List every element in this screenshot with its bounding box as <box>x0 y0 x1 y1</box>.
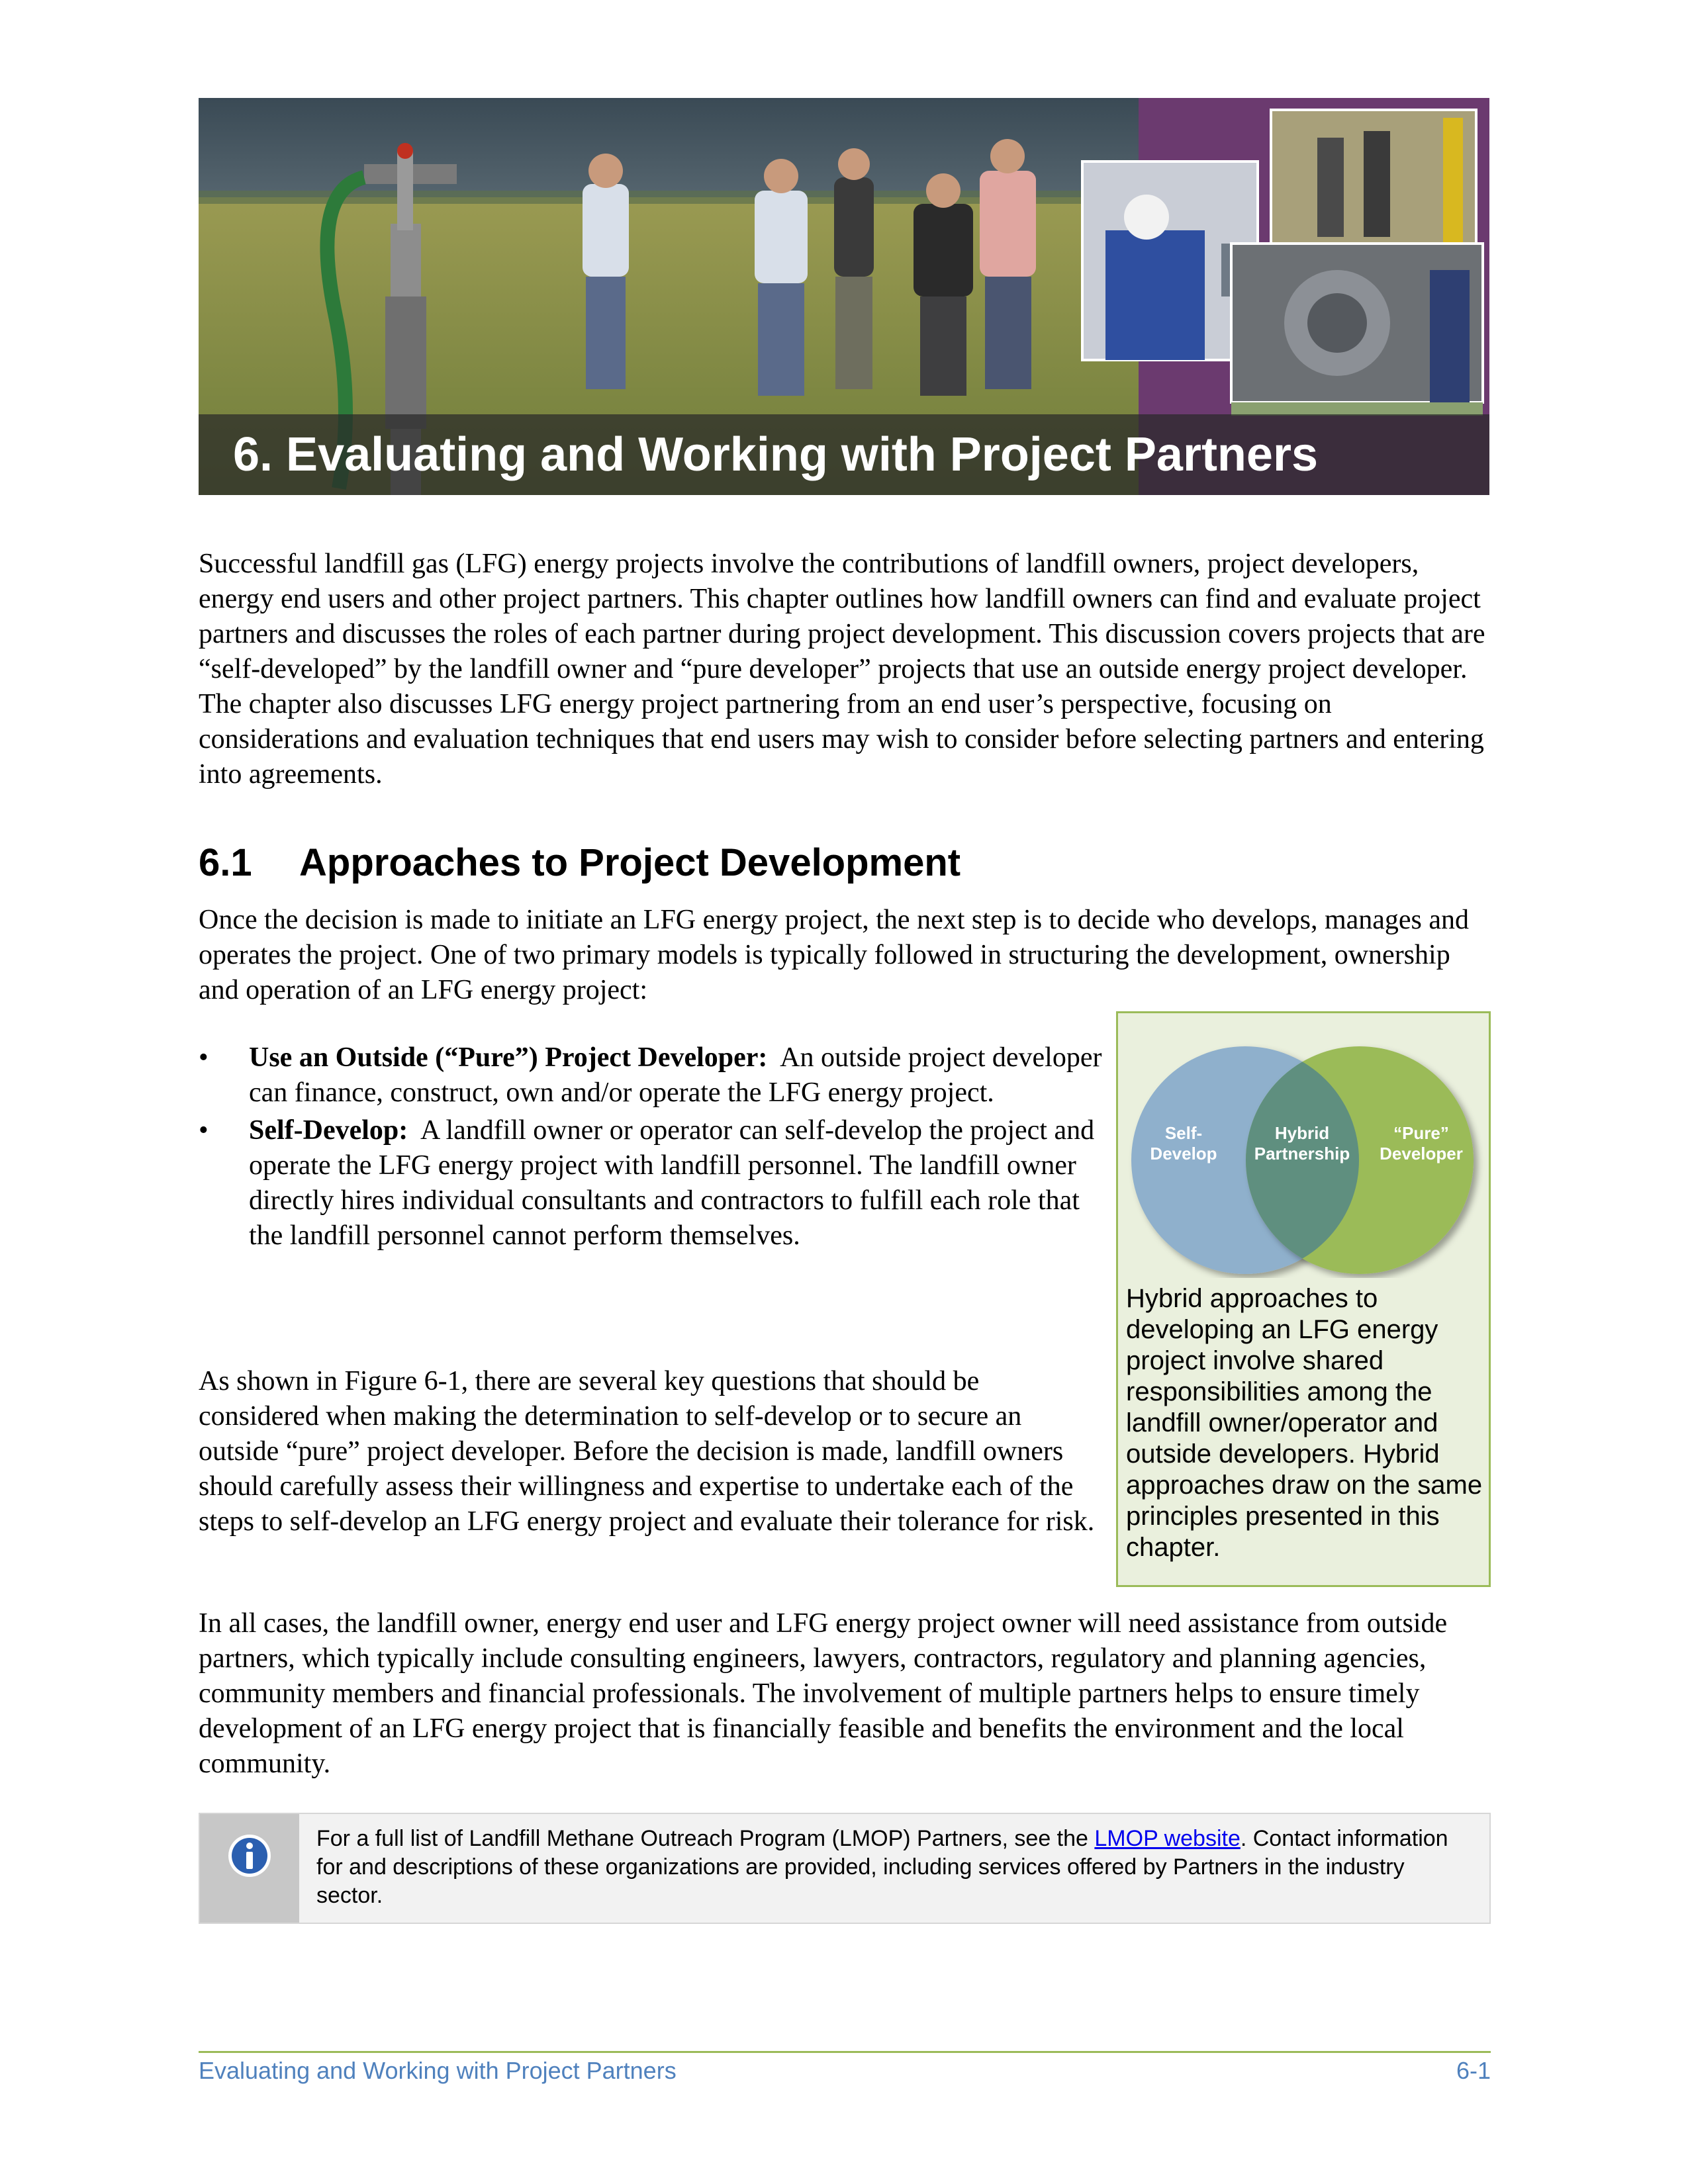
info-text: For a full list of Landfill Methane Outreach Program (LMOP) Partners, see the LMOP website. Contact information for and descriptions of these organizations are provided, including services offered by Partners in the industry sector. <box>316 1826 1448 1908</box>
venn-label-self-develop: Self- Develop <box>1150 1123 1217 1163</box>
chapter-title: 6. Evaluating and Working with Project Partners <box>199 414 1489 495</box>
bullet-text: A landfill owner or operator can self-develop the project and operate the LFG energy project with landfill personnel. The landfill owner directly hires individual consultants and contractors to fulfill each role that the landfill personnel cannot perform themselves. <box>249 1115 1095 1251</box>
list-item <box>199 1113 1105 1253</box>
section-title: Approaches to Project Development <box>299 841 961 884</box>
venn-label-hybrid: Hybrid Partnership <box>1254 1123 1350 1163</box>
section-heading <box>199 837 961 889</box>
info-icon-column <box>200 1814 299 1923</box>
development-models-list <box>199 1040 1105 1256</box>
partners-paragraph: In all cases, the landfill owner, energy end user and LFG energy project owner will need assistance from outside partners, which typically include consulting engineers, lawyers, contractors, regulatory and planning agencies, community members and financial professionals. The involvement of multiple partners helps to ensure timely development of an LFG energy project that is financially feasible and benefits the environment and the local community. <box>199 1608 1448 1779</box>
info-callout <box>199 1813 1491 1924</box>
figure-reference-paragraph: As shown in Figure 6-1, there are several key questions that should be considered when making the determination to self-develop or to secure an outside “pure” project developer. Before the decision is made, landfill owners should carefully assess their willingness and expertise to undertake each of the steps to self-develop an LFG energy project and evaluate their tolerance for risk. <box>199 1366 1095 1537</box>
venn-label-pure-developer: “Pure” Developer <box>1380 1123 1463 1163</box>
section-number: 6.1 <box>199 841 252 884</box>
hybrid-sidebar <box>1116 1011 1491 1587</box>
bullet-term: Use an Outside (“Pure”) Project Developer: <box>249 1042 768 1073</box>
chapter-banner <box>199 98 1489 495</box>
list-item <box>199 1040 1105 1111</box>
footer-divider <box>199 2051 1491 2053</box>
lmop-website-link[interactable]: LMOP website <box>1094 1826 1241 1851</box>
bullet-icon: • <box>199 1115 209 1146</box>
bullet-term: Self-Develop: <box>249 1115 408 1146</box>
bullet-text: An outside project developer can finance, construct, own and/or operate the LFG energy project. <box>249 1042 1102 1108</box>
info-icon <box>226 1833 273 1879</box>
page-number: 6-1 <box>1456 2057 1491 2084</box>
bullet-icon: • <box>199 1042 209 1073</box>
intro-paragraph: Successful landfill gas (LFG) energy projects involve the contributions of landfill owners, project developers, energy end users and other project partners. This chapter outlines how landfill owners can find and evaluate project partners and discusses the roles of each partner during project development. This discussion covers projects that are “self-developed” by the landfill owner and “pure developer” projects that use an outside energy project developer. The chapter also discusses LFG energy project partnering from an end user’s perspective, focusing on considerations and evaluation techniques that end users may wish to consider before selecting partners and entering into agreements. <box>199 549 1485 790</box>
models-intro-paragraph: Once the decision is made to initiate an LFG energy project, the next step is to decide who develops, manages and operates the project. One of two primary models is typically followed in structuring the development, ownership and operation of an LFG energy project: <box>199 905 1470 1005</box>
sidebar-text: Hybrid approaches to developing an LFG energy project involve shared responsibilities among the landfill owner/operator and outside developers. Hybrid approaches draw on the same principles presented in this chapter. <box>1126 1284 1483 1562</box>
footer-chapter-title: Evaluating and Working with Project Partners <box>199 2057 677 2084</box>
